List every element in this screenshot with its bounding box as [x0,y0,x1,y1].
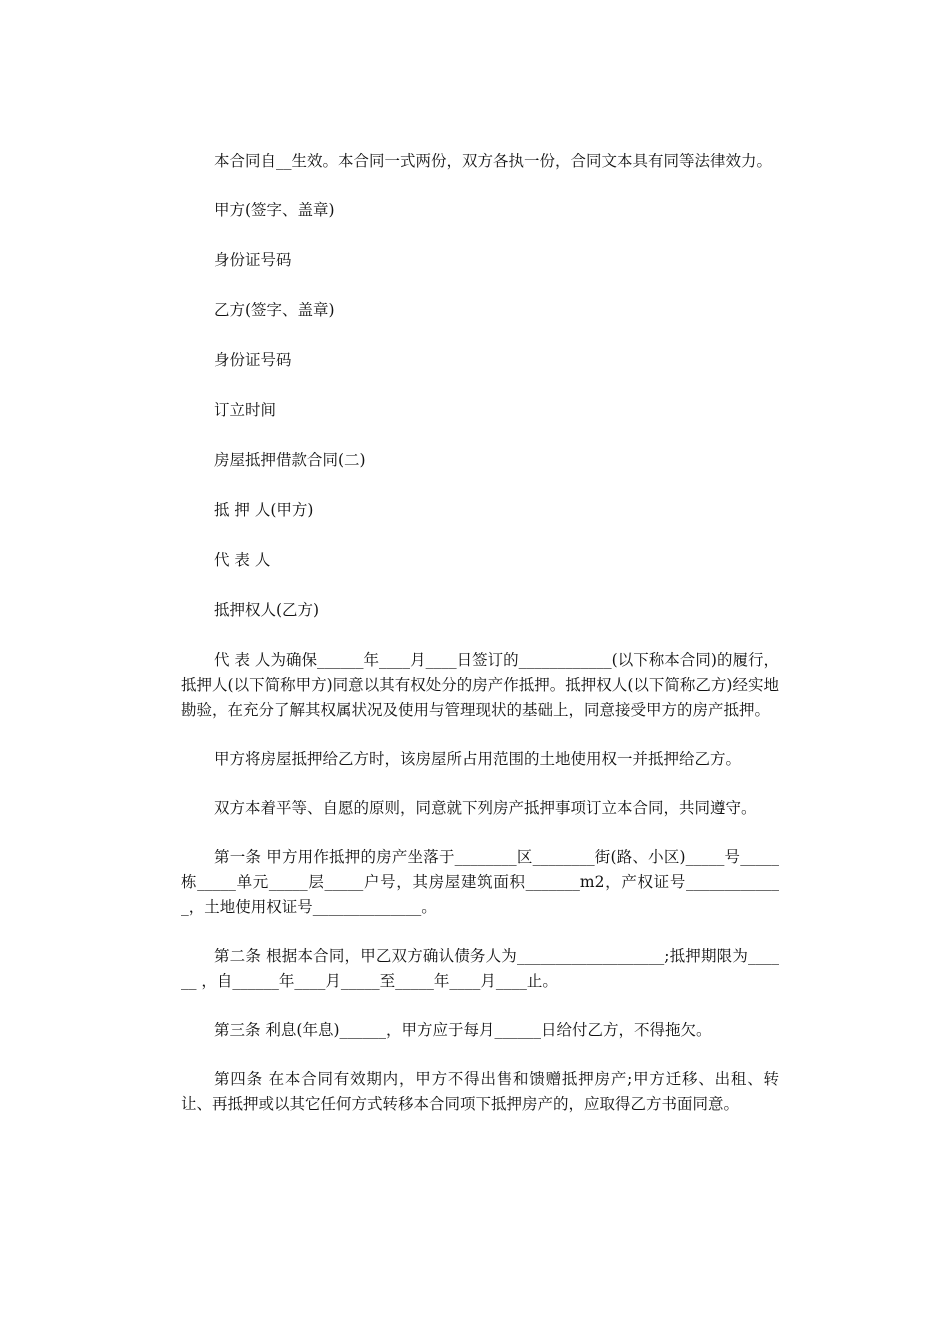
paragraph-mortgagee: 抵押权人(乙方) [214,601,320,619]
paragraph-article-1: 第一条 甲方用作抵押的房产坐落于________区________街(路、小区)_____号_____栋_____单元_____层_____户号，其房屋建筑面积_______m2，产权证号_____________，土地使用权证号______________。 [181,848,779,916]
paragraph-party-a-id: 身份证号码 [214,251,292,269]
paragraph-effective-clause: 本合同自__生效。本合同一式两份，双方各执一份，合同文本具有同等法律效力。 [214,152,773,170]
document-body [181,149,779,1141]
paragraph-mortgagor: 抵 押 人(甲方) [214,501,314,519]
paragraph-signing-date: 订立时间 [214,401,277,419]
paragraph-article-3: 第三条 利息(年息)______，甲方应于每月______日给付乙方，不得拖欠。 [214,1021,712,1039]
paragraph-land-use: 甲方将房屋抵押给乙方时，该房屋所占用范围的土地使用权一并抵押给乙方。 [214,750,742,768]
paragraph-preamble: 代 表 人为确保______年____月____日签订的____________(以下称本合同)的履行，抵押人(以下简称甲方)同意以其有权处分的房产作抵押。抵押权人(以下简称乙方)经实地勘验，在充分了解其权属状况及使用与管理现状的基础上，同意接受甲方的房产抵押。 [181,651,779,719]
paragraph-representative: 代 表 人 [214,551,271,569]
paragraph-article-2: 第二条 根据本合同，甲乙双方确认债务人为___________________;抵押期限为______ ，自______年____月_____至_____年____月____止。 [181,947,779,990]
paragraph-article-4: 第四条 在本合同有效期内，甲方不得出售和馈赠抵押房产;甲方迁移、出租、转让、再抵押或以其它任何方式转移本合同项下抵押房产的，应取得乙方书面同意。 [181,1070,779,1113]
paragraph-principle: 双方本着平等、自愿的原则，同意就下列房产抵押事项订立本合同，共同遵守。 [214,799,757,817]
paragraph-party-b-signature: 乙方(签字、盖章) [214,301,335,319]
paragraph-party-a-signature: 甲方(签字、盖章) [214,201,335,219]
paragraph-party-b-id: 身份证号码 [214,351,292,369]
paragraph-contract-title: 房屋抵押借款合同(二) [214,451,366,469]
